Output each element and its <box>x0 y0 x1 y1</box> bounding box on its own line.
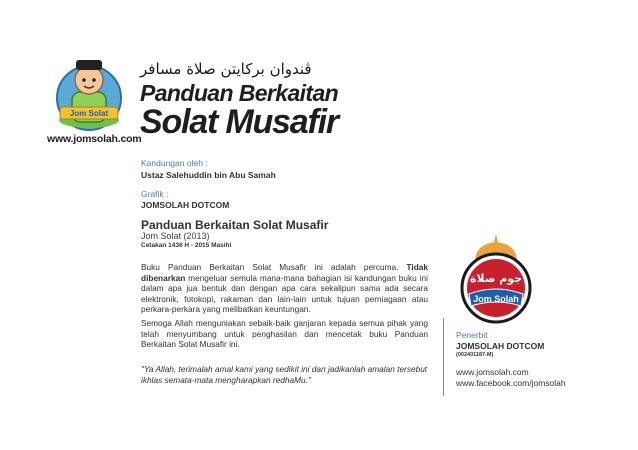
disclaimer-bold: Tidak dibenarkan <box>141 262 428 283</box>
logo-text: Jom Solat <box>69 109 109 118</box>
publisher-label: Penerbit <box>456 330 488 340</box>
badge-text: Jom Solah <box>473 294 519 304</box>
title-line2: Solat Musafir <box>140 103 338 141</box>
title-line1: Panduan Berkaitan <box>140 80 339 106</box>
mascot-icon <box>48 52 130 134</box>
site-url[interactable]: www.jomsolah.com <box>47 133 142 145</box>
content-author: Ustaz Salehuddin bin Abu Samah <box>141 170 276 180</box>
disclaimer-paragraph <box>141 262 428 315</box>
prayer-quote: "Ya Allah, terimalah amal kami yang sedikit ini dan jadikanlah amalan tersebut ikhlas semata-mata mengharapkan redhaMu." <box>141 364 428 385</box>
book-title: Panduan Berkaitan Solat Musafir <box>141 218 329 232</box>
badge-arabic: جوم صلاة <box>469 272 523 285</box>
mosque-dome-icon <box>453 232 539 324</box>
content-label: Kandungan oleh : <box>141 158 208 168</box>
vertical-divider <box>443 318 444 396</box>
disclaimer-text-a: Buku Panduan Berkaitan Solat Musafir ini adalah percuma. <box>141 262 407 272</box>
publisher-registration: (002401187-M) <box>456 352 494 358</box>
jawi-title: ڤندوان بركايتن صلاة مسافر <box>140 60 312 78</box>
book-print: Cetakan 1436 H - 2015 Masihi <box>141 242 232 249</box>
graphic-label: Grafik : <box>141 189 169 199</box>
disclaimer-text-b: mengeluar semula mana-mana bahagian isi kandungan buku ini dalam apa jua bentuk dan dengan apa cara sekalipun sama ada secara elektronik, fotokopi, rakaman dan lain-lain untuk tujuan perniagaan atau perkara-perkara yang melibatkan keuntungan. <box>141 272 428 315</box>
book-edition: Jom Solat (2013) <box>141 231 210 241</box>
graphic-author: JOMSOLAH DOTCOM <box>141 200 230 210</box>
publisher-badge <box>453 232 539 324</box>
publisher-name: JOMSOLAH DOTCOM <box>456 341 545 351</box>
publisher-facebook-link[interactable]: www.facebook.com/jomsolah <box>456 378 566 388</box>
thanks-paragraph: Semoga Allah menguniakan sebaik-baik ganjaran kepada semua pihak yang telah menyumbang untuk penghasilan dan mencetak buku Panduan Berkaitan Solat Musafir ini. <box>141 318 428 350</box>
publisher-website-link[interactable]: www.jomsolah.com <box>456 367 529 377</box>
